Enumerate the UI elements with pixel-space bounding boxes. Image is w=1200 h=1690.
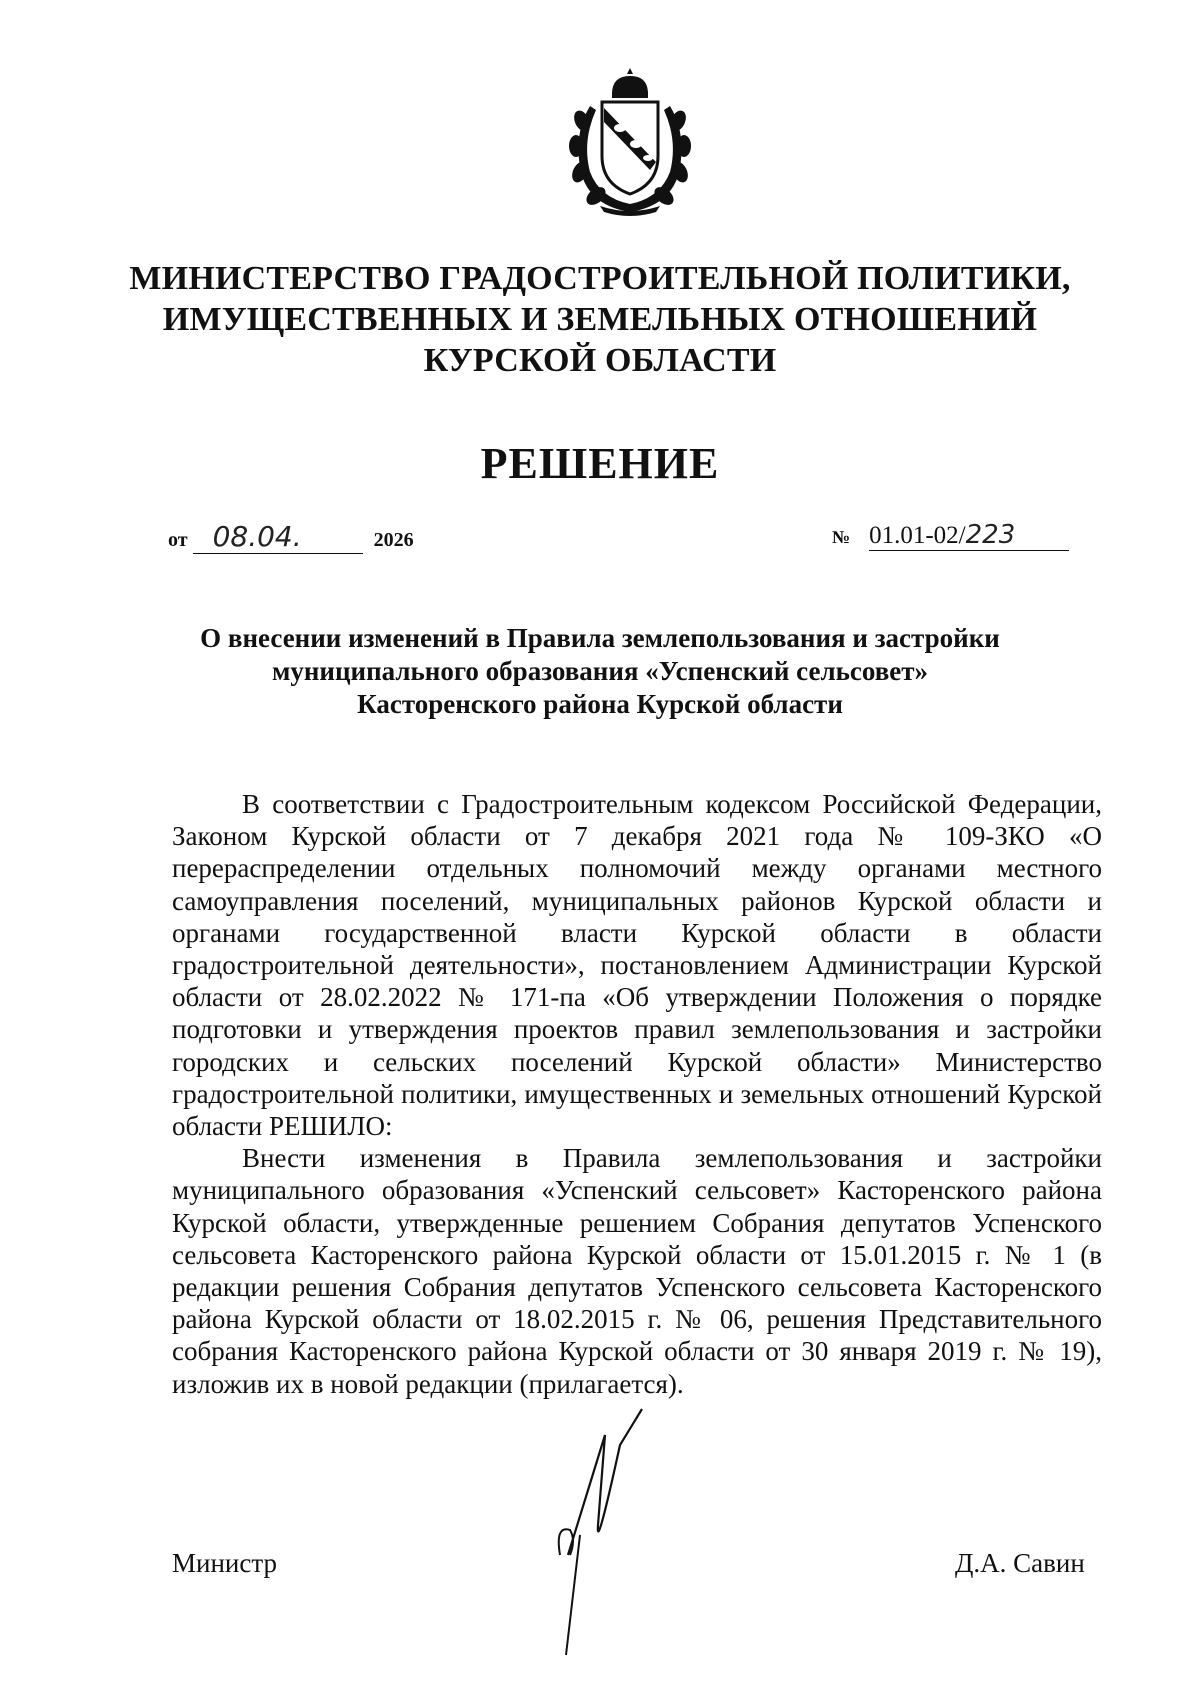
date-prefix: от xyxy=(168,529,188,551)
subject-line-1: О внесении изменений в Правила землепользования и застройки xyxy=(200,623,1000,653)
ministry-name-line-3: КУРСКОЙ ОБЛАСТИ xyxy=(423,342,777,379)
signer-position: Министр xyxy=(172,1548,277,1578)
number-printed: 01.01-02/ xyxy=(869,522,966,549)
handwritten-date: 08.04. xyxy=(212,520,302,553)
number-sign: № xyxy=(832,527,851,547)
body-paragraph-2: Внести изменения в Правила землепользования и застройки муниципального образования «Успенский сельсовет» Касторенского района Курской области, утвержденные решением Собрания депутатов Успенского сельсовета Касторенского района Курской области от 15.01.2015 г. № 1 (в редакции решения Собрания депутатов Успенского сельсовета Касторенского района Курской области от 18.02.2015 г. № 06, решения Представительного собрания Касторенского района Курской области от 30 января 2019 г. № 19), изложив их в новой редакции (прилагается). xyxy=(172,1143,1102,1399)
date-year: 2026 xyxy=(373,529,414,551)
kursk-coat-of-arms-icon xyxy=(560,66,700,216)
subject-line-2: муниципального образования «Успенский сельсовет» xyxy=(271,656,929,686)
document-number-field xyxy=(832,520,1069,551)
document-body xyxy=(172,788,1102,1400)
subject-line-3: Касторенского района Курской области xyxy=(357,689,843,719)
ministry-name-line-1: МИНИСТЕРСТВО ГРАДОСТРОИТЕЛЬНОЙ ПОЛИТИКИ, xyxy=(129,260,1071,297)
ministry-name xyxy=(0,258,1200,381)
document-type-title: РЕШЕНИЕ xyxy=(480,439,720,488)
date-line xyxy=(193,520,363,554)
document-subject xyxy=(0,622,1200,721)
number-handwritten: 223 xyxy=(965,520,1016,550)
handwritten-signature-icon xyxy=(540,1405,670,1665)
ministry-name-line-2: ИМУЩЕСТВЕННЫХ И ЗЕМЕЛЬНЫХ ОТНОШЕНИЙ xyxy=(162,301,1038,338)
signer-name: Д.А. Савин xyxy=(955,1548,1085,1578)
number-line xyxy=(869,520,1069,551)
date-field xyxy=(168,520,414,554)
body-paragraph-1: В соответствии с Градостроительным кодексом Российской Федерации, Законом Курской области от 7 декабря 2021 года № 109-ЗКО «О перераспределении отдельных полномочий между органами местного самоуправления поселений, муниципальных районов Курской области и органами государственной власти Курской области в области градостроительной деятельности», постановлением Администрации Курской области от 28.02.2022 № 171-па «Об утверждении Положения о порядке подготовки и утверждения проектов правил землепользования и застройки городских и сельских поселений Курской области» Министерство градостроительной политики, имущественных и земельных отношений Курской области РЕШИЛО: xyxy=(172,789,1102,1142)
